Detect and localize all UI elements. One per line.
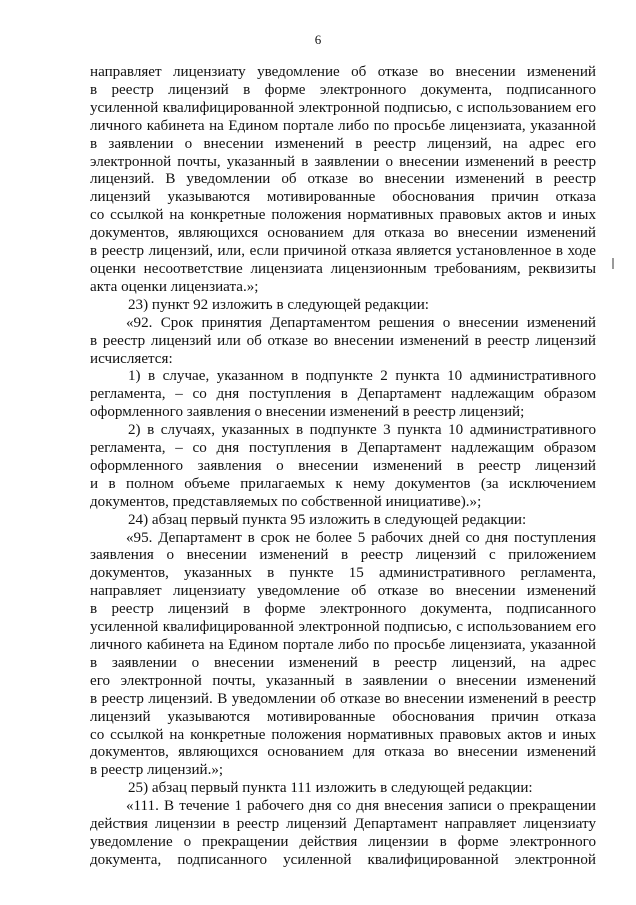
text-line: со ссылкой на конкретные положения нормативных правовых актов и иных bbox=[90, 726, 596, 743]
text-line: заявления о внесении изменений в реестр лицензий с приложением bbox=[90, 547, 596, 564]
text-line: лицензий. В уведомлении об отказе во внесении изменений в реестр bbox=[90, 171, 596, 188]
text-line: «92. Срок принятия Департаментом решения о внесении изменений bbox=[126, 314, 596, 331]
text-line: в реестр лицензий или об отказе во внесении изменений в реестр лицензий bbox=[90, 332, 596, 349]
text-line: в заявлении о внесении изменений в реестр лицензий, на адрес bbox=[90, 654, 596, 671]
text-line: регламента, – со дня поступления в Департамент надлежащим образом bbox=[90, 386, 596, 403]
text-line: направляет лицензиату уведомление об отказе во внесении изменений bbox=[90, 64, 596, 80]
text-line: в заявлении о внесении изменений в реестр лицензий, на адрес его bbox=[90, 135, 596, 152]
text-line: в реестр лицензий в форме электронного документа, подписанного bbox=[90, 601, 596, 618]
text-line: личного кабинета на Едином портале либо по просьбе лицензиата, указанной bbox=[90, 637, 596, 653]
text-line: 23) пункт 92 изложить в следующей редакции: bbox=[128, 296, 429, 313]
text-line: оформленного заявления о внесении изменений в реестр лицензий bbox=[90, 457, 596, 474]
text-line: акта оценки лицензиата.»; bbox=[90, 278, 259, 295]
text-line: усиленной квалифицированной электронной подписью, с использованием его bbox=[90, 99, 596, 116]
text-line: «111. В течение 1 рабочего дня со дня внесения записи о прекращении bbox=[126, 798, 596, 815]
text-line: направляет лицензиату уведомление об отказе во внесении изменений bbox=[90, 583, 596, 600]
text-line: документов, являющихся основанием для отказа во внесении изменений bbox=[90, 744, 596, 761]
text-line: документов, представляемых по собственной инициативе).»; bbox=[90, 493, 482, 510]
text-line: в реестр лицензий.»; bbox=[90, 762, 224, 779]
text-line: 24) абзац первый пункта 95 изложить в следующей редакции: bbox=[128, 511, 527, 528]
text-line: усиленной квалифицированной электронной подписью, с использованием его bbox=[90, 619, 596, 636]
text-line: оценки несоответствие лицензиата лицензионным требованиям, реквизиты bbox=[90, 260, 596, 277]
text-line: регламента, – со дня поступления в Департамент надлежащим образом bbox=[90, 440, 596, 457]
text-line: и в полном объеме прилагаемых к нему документов (за исключением bbox=[90, 475, 596, 492]
text-line: «95. Департамент в срок не более 5 рабочих дней со дня поступления bbox=[126, 529, 596, 546]
text-line: документа, подписанного усиленной квалифицированной электронной bbox=[90, 851, 596, 868]
text-line: документов, указанных в пункте 15 административного регламента, bbox=[90, 565, 596, 582]
text-line: в реестр лицензий, или, если причиной отказа является установленное в ходе bbox=[90, 243, 596, 260]
text-line: электронной почты, указанный в заявлении о внесении изменений в реестр bbox=[90, 153, 596, 170]
text-line: уведомление о прекращении действия лицензии в форме электронного bbox=[90, 833, 596, 850]
text-line: оформленного заявления о внесении изменений в реестр лицензий; bbox=[90, 404, 525, 421]
text-line: документов, являющихся основанием для отказа во внесении изменений bbox=[90, 225, 596, 242]
scan-artifact-mark bbox=[612, 258, 614, 269]
text-line: 1) в случае, указанном в подпункте 2 пункта 10 административного bbox=[128, 368, 596, 385]
text-line: действия лицензии в реестр лицензий Департамент направляет лицензиату bbox=[90, 816, 596, 833]
text-line: лицензий указываются мотивированные обоснования причин отказа bbox=[90, 189, 596, 206]
text-line: его электронной почты, указанный в заявлении о внесении изменений bbox=[90, 672, 596, 689]
text-line: исчисляется: bbox=[90, 350, 173, 367]
page-number: 6 bbox=[314, 32, 322, 47]
text-line: 25) абзац первый пункта 111 изложить в следующей редакции: bbox=[128, 780, 533, 797]
text-line: со ссылкой на конкретные положения нормативных правовых актов и иных bbox=[90, 207, 596, 224]
text-line: в реестр лицензий. В уведомлении об отказе во внесении изменений в реестр bbox=[90, 690, 596, 707]
text-line: лицензий указываются мотивированные обоснования причин отказа bbox=[90, 708, 596, 725]
text-line: 2) в случаях, указанных в подпункте 3 пункта 10 административного bbox=[128, 422, 596, 439]
text-line: личного кабинета на Едином портале либо по просьбе лицензиата, указанной bbox=[90, 117, 596, 134]
text-line: в реестр лицензий в форме электронного документа, подписанного bbox=[90, 81, 596, 98]
document-body bbox=[90, 64, 596, 870]
